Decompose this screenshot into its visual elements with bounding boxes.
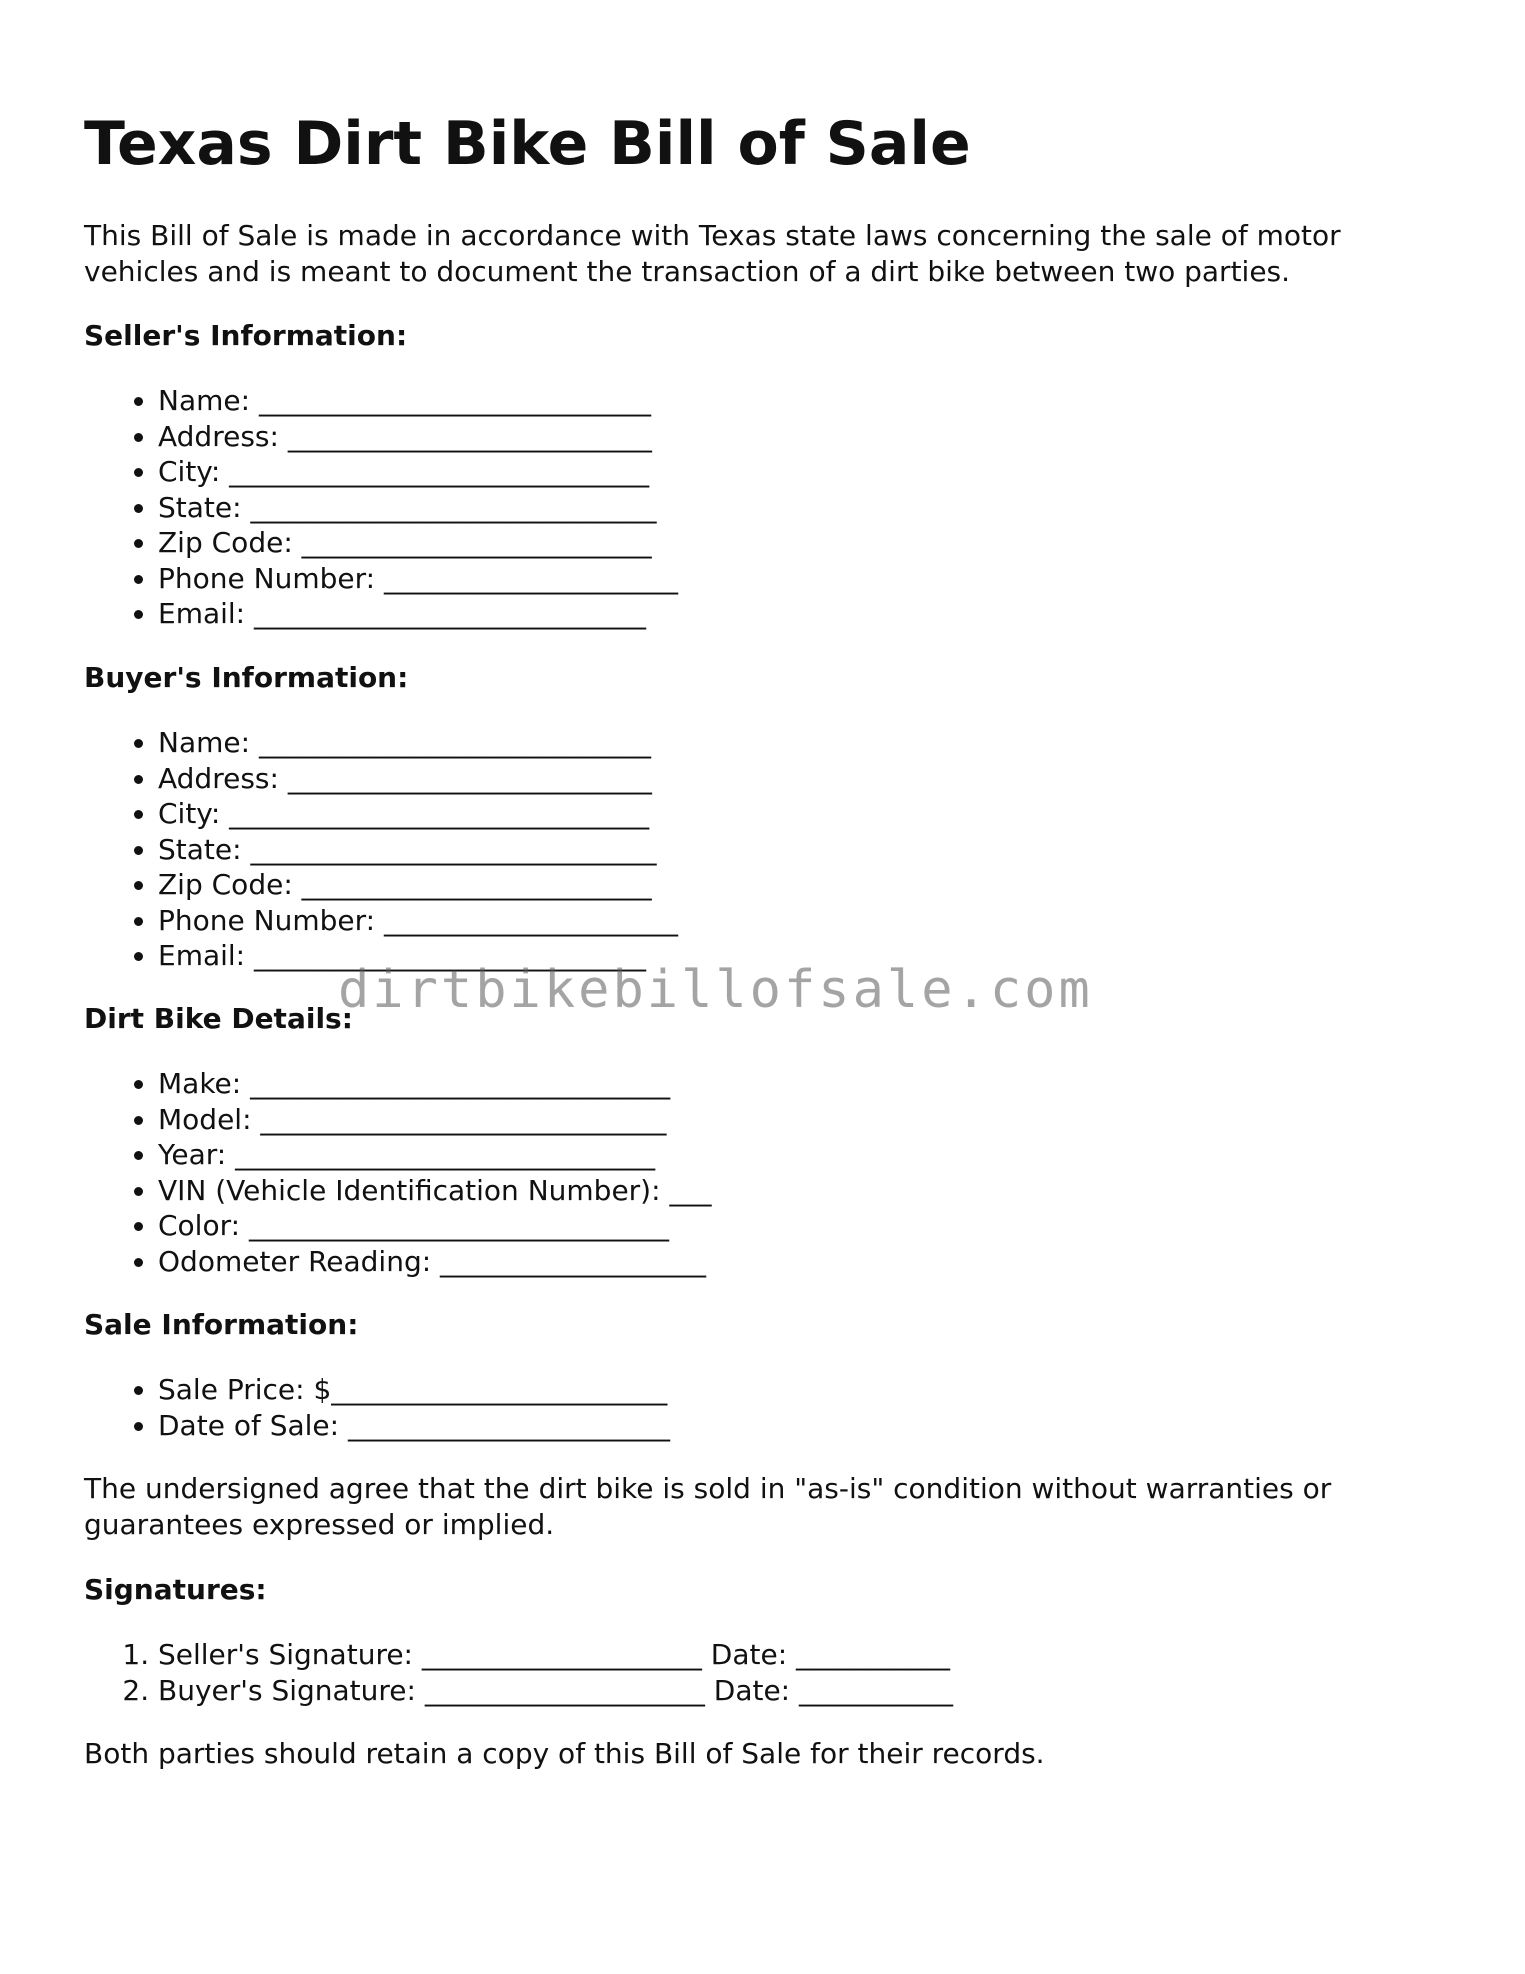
- bike-year-field: • Year: ______________________________: [158, 1137, 711, 1173]
- sale-fields: [84, 1372, 670, 1443]
- buyer-phone-field: • Phone Number: _____________________: [158, 903, 678, 939]
- signatures-list: [84, 1637, 953, 1708]
- watermark: dirtbikebillofsale.com: [338, 960, 1093, 1020]
- buyer-zip-field: • Zip Code: _________________________: [158, 867, 678, 903]
- disclaimer-paragraph: The undersigned agree that the dirt bike is sold in "as-is" condition without warranties or guarantees expressed or implied.: [84, 1472, 1332, 1541]
- buyer-signature-line: 2. Buyer's Signature: ____________________ Date: ___________: [158, 1673, 953, 1709]
- seller-state-field: • State: _____________________________: [158, 490, 678, 526]
- intro-paragraph: This Bill of Sale is made in accordance with Texas state laws concerning the sale of motor vehicles and is meant to document the transaction of a dirt bike between two parties.: [84, 219, 1341, 288]
- buyer-email-field: • Email: ____________________________: [158, 938, 678, 974]
- bike-fields: [84, 1066, 711, 1279]
- seller-phone-field: • Phone Number: _____________________: [158, 561, 678, 597]
- seller-signature-line: 1. Seller's Signature: ____________________ Date: ___________: [158, 1637, 953, 1673]
- buyer-city-field: • City: ______________________________: [158, 796, 678, 832]
- seller-heading: Seller's Information:: [84, 319, 408, 352]
- signatures-heading: Signatures:: [84, 1573, 267, 1606]
- sale-heading: Sale Information:: [84, 1308, 359, 1341]
- seller-address-field: • Address: __________________________: [158, 419, 678, 455]
- closing-paragraph: Both parties should retain a copy of this Bill of Sale for their records.: [84, 1737, 1045, 1770]
- seller-city-field: • City: ______________________________: [158, 454, 678, 490]
- bike-vin-field: • VIN (Vehicle Identification Number): ___: [158, 1173, 711, 1209]
- buyer-state-field: • State: _____________________________: [158, 832, 678, 868]
- bike-color-field: • Color: ______________________________: [158, 1208, 711, 1244]
- buyer-address-field: • Address: __________________________: [158, 761, 678, 797]
- bike-model-field: • Model: _____________________________: [158, 1102, 711, 1138]
- buyer-heading: Buyer's Information:: [84, 661, 409, 694]
- seller-name-field: • Name: ____________________________: [158, 383, 678, 419]
- document-title: Texas Dirt Bike Bill of Sale: [84, 109, 971, 179]
- bike-odometer-field: • Odometer Reading: ___________________: [158, 1244, 711, 1280]
- sale-price-field: • Sale Price: $________________________: [158, 1372, 670, 1408]
- buyer-fields: [84, 725, 678, 974]
- bike-make-field: • Make: ______________________________: [158, 1066, 711, 1102]
- seller-fields: [84, 383, 678, 632]
- buyer-name-field: • Name: ____________________________: [158, 725, 678, 761]
- seller-zip-field: • Zip Code: _________________________: [158, 525, 678, 561]
- bike-heading: Dirt Bike Details:: [84, 1002, 353, 1035]
- sale-date-field: • Date of Sale: _______________________: [158, 1408, 670, 1444]
- seller-email-field: • Email: ____________________________: [158, 596, 678, 632]
